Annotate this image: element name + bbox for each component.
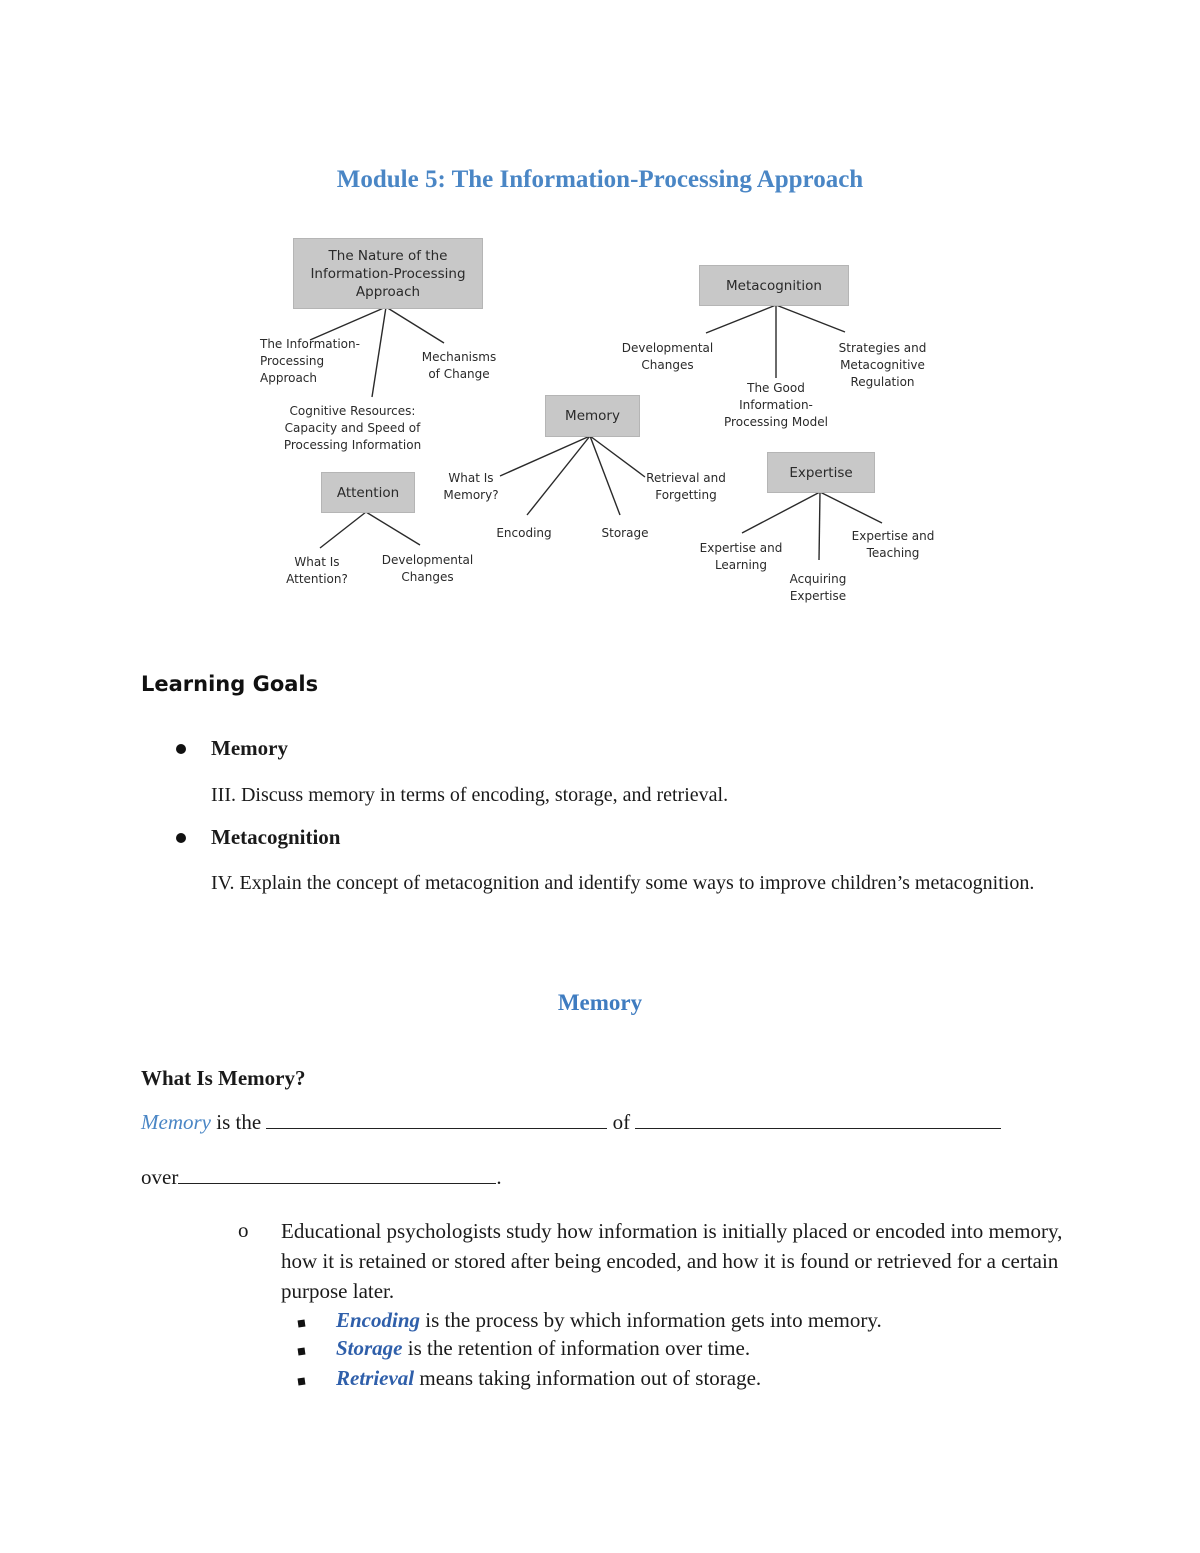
square-bullet xyxy=(298,1320,306,1328)
blank-field[interactable] xyxy=(635,1110,1001,1129)
memory-definition-line2 xyxy=(141,1165,502,1190)
leaf-cognitive-resources: Cognitive Resources: Capacity and Speed of Processing Information xyxy=(283,404,422,452)
node-attention: Attention xyxy=(321,472,415,513)
square-bullet xyxy=(298,1348,306,1356)
definition-text: is the process by which information gets into memory. xyxy=(420,1308,882,1332)
learning-goals-heading: Learning Goals xyxy=(141,672,319,696)
definition-text: means taking information out of storage. xyxy=(414,1366,762,1390)
leaf-expertise-learning: Expertise and Learning xyxy=(699,541,783,572)
leaf-expertise-teaching: Expertise and Teaching xyxy=(851,529,935,560)
memory-term: Memory xyxy=(141,1110,211,1134)
leaf-meta-dev: Developmental Changes xyxy=(621,341,714,372)
definition-text: is the xyxy=(210,1110,267,1134)
leaf-ip-approach: The Information- Processing Approach xyxy=(260,337,360,385)
square-bullet xyxy=(298,1378,306,1386)
definition-storage xyxy=(336,1336,750,1361)
goal-memory-title: Memory xyxy=(211,736,288,760)
definition-text: over xyxy=(141,1165,179,1189)
definition-text: is the retention of information over time. xyxy=(402,1336,751,1360)
line-exp-acq xyxy=(819,492,820,560)
line-mem-what xyxy=(500,436,590,476)
circle-bullet: o xyxy=(238,1218,249,1242)
page-title: Module 5: The Information-Processing Approach xyxy=(336,166,864,193)
goal-metacognition-text: IV. Explain the concept of metacognition and identify some ways to improve children’s metacognition. xyxy=(211,872,1035,894)
line-att-dev xyxy=(366,512,420,545)
line-mem-enc xyxy=(527,436,590,515)
line-exp-teach xyxy=(820,492,882,523)
bullet-dot xyxy=(176,833,186,843)
memory-definition-line1 xyxy=(141,1110,1001,1135)
leaf-encoding: Encoding xyxy=(496,526,552,540)
line-meta-strat xyxy=(776,305,845,332)
leaf-mechanisms: Mechanisms of Change xyxy=(421,350,497,381)
leaf-good-model: The Good Information- Processing Model xyxy=(724,381,828,429)
concept-map-lines xyxy=(0,0,1200,640)
blank-field[interactable] xyxy=(266,1110,607,1129)
memory-section-title: Memory xyxy=(557,990,643,1015)
leaf-strategies: Strategies and Metacognitive Regulation xyxy=(838,341,927,389)
definition-encoding xyxy=(336,1308,882,1333)
definition-text: of xyxy=(607,1110,636,1134)
leaf-retrieval: Retrieval and Forgetting xyxy=(646,471,726,502)
definition-text: . xyxy=(496,1165,502,1189)
term-encoding: Encoding xyxy=(336,1308,421,1332)
node-memory: Memory xyxy=(545,395,640,437)
bullet-dot xyxy=(176,744,186,754)
line-nature-cog xyxy=(372,307,386,397)
leaf-attention-dev: Developmental Changes xyxy=(381,553,474,584)
leaf-storage: Storage xyxy=(601,526,649,540)
term-retrieval: Retrieval xyxy=(336,1366,415,1390)
leaf-what-is-attention: What Is Attention? xyxy=(286,555,348,586)
term-storage: Storage xyxy=(336,1336,403,1360)
memory-paragraph: Educational psychologists study how information is initially placed or encoded into memory, how it is retained or stored after being encoded, and how it is found or retrieved for a certain purpose later. xyxy=(281,1219,1063,1303)
node-nature: The Nature of the Information-Processing Approach xyxy=(293,238,483,309)
line-meta-dev xyxy=(706,305,776,333)
line-nature-mech xyxy=(386,307,444,343)
node-expertise: Expertise xyxy=(767,452,875,493)
leaf-what-is-memory: What Is Memory? xyxy=(443,471,499,502)
definition-retrieval xyxy=(336,1366,761,1391)
node-metacognition: Metacognition xyxy=(699,265,849,306)
line-att-what xyxy=(320,512,366,548)
blank-field[interactable] xyxy=(178,1165,496,1184)
goal-metacognition-title: Metacognition xyxy=(211,825,341,849)
what-is-memory-heading: What Is Memory? xyxy=(141,1066,306,1090)
line-exp-learn xyxy=(742,492,820,533)
leaf-acquiring-expertise: Acquiring Expertise xyxy=(789,572,847,603)
goal-memory-text: III. Discuss memory in terms of encoding, storage, and retrieval. xyxy=(211,784,729,806)
